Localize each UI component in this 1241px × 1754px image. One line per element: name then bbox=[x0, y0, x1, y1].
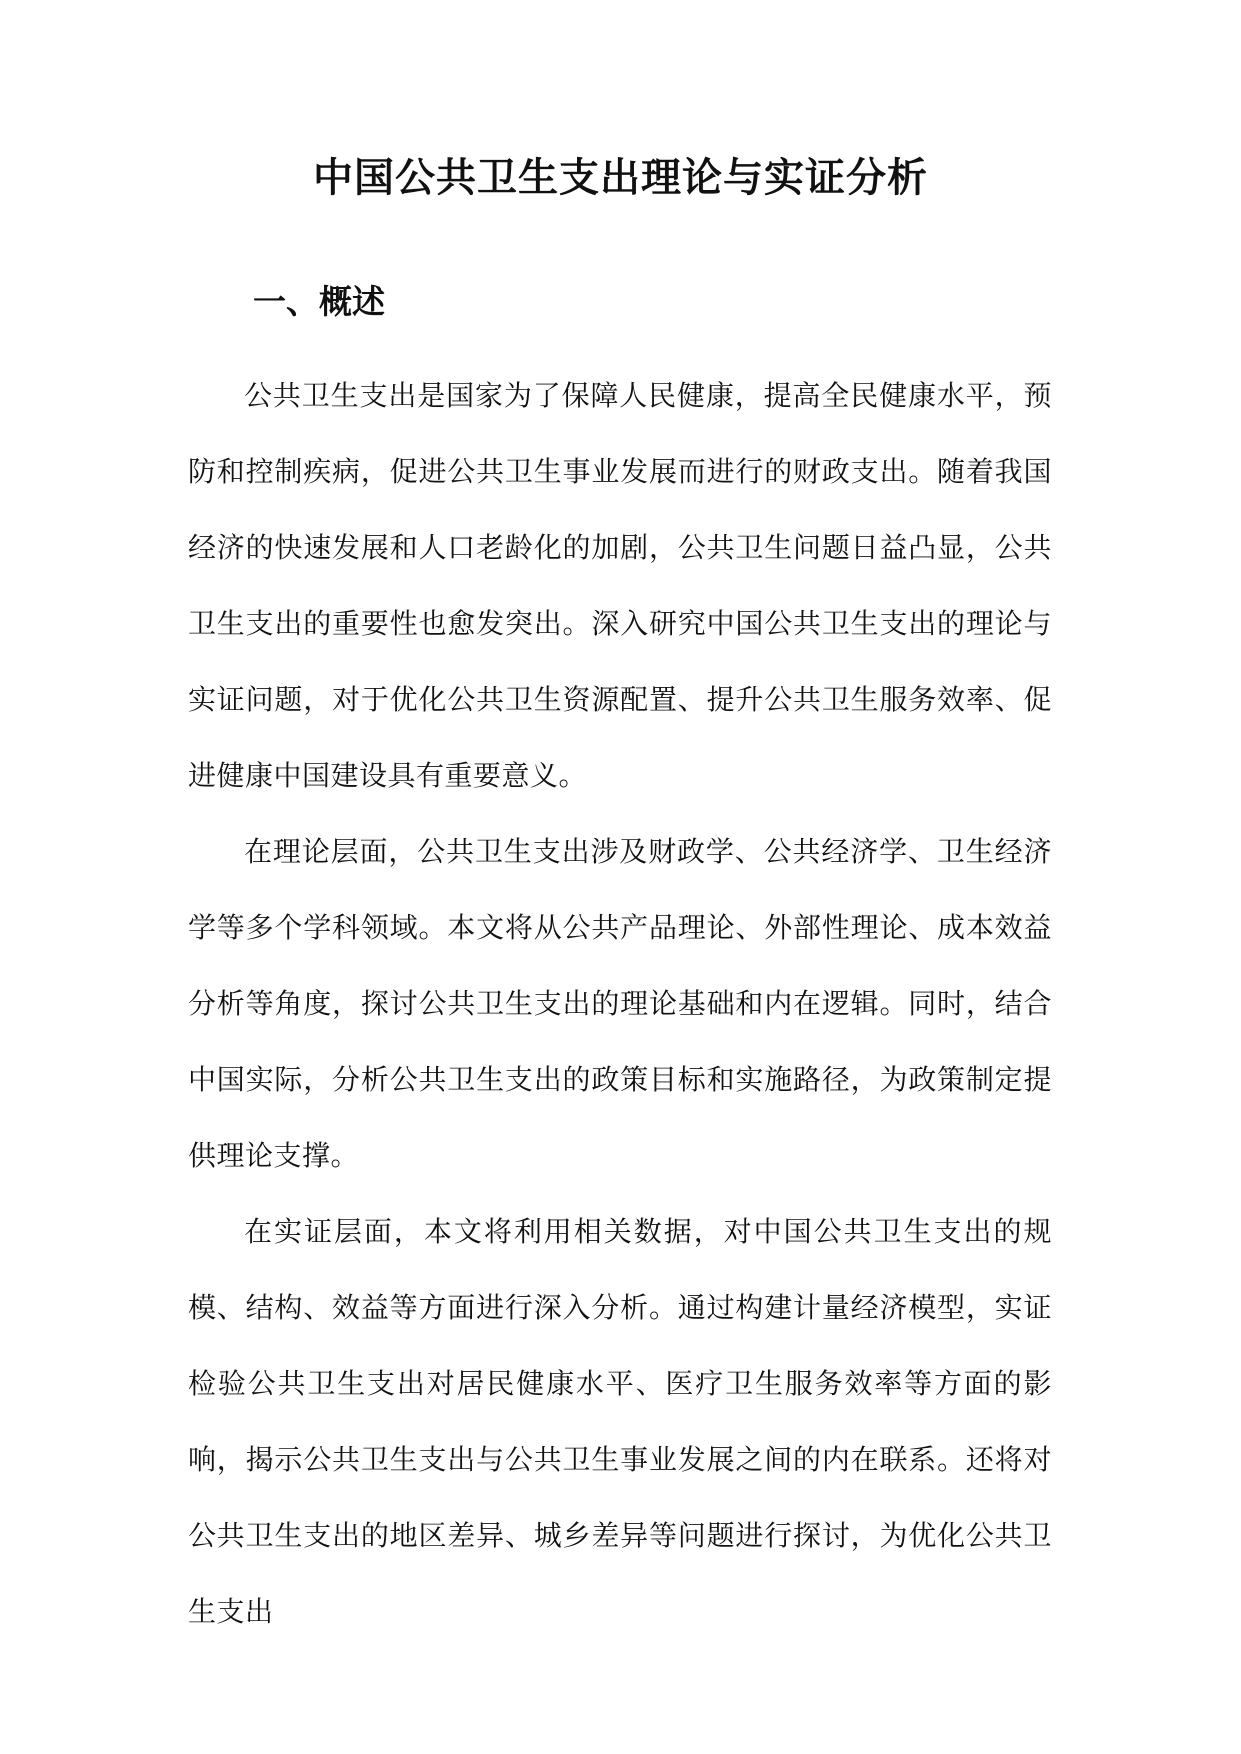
document-title: 中国公共卫生支出理论与实证分析 bbox=[313, 155, 928, 201]
paragraph-2: 在理论层面，公共卫生支出涉及财政学、公共经济学、卫生经济学等多个学科领域。本文将从公共产品理论、外部性理论、成本效益分析等角度，探讨公共卫生支出的理论基础和内在逻辑。同时，结合中国实际，分析公共卫生支出的政策目标和实施路径，为政策制定提供理论支撑。 bbox=[188, 835, 1052, 1172]
paragraph-3: 在实证层面，本文将利用相关数据，对中国公共卫生支出的规模、结构、效益等方面进行深入分析。通过构建计量经济模型，实证检验公共卫生支出对居民健康水平、医疗卫生服务效率等方面的影响，揭示公共卫生支出与公共卫生事业发展之间的内在联系。还将对公共卫生支出的地区差异、城乡差异等问题进行探讨，为优化公共卫生支出 bbox=[188, 1215, 1052, 1628]
document-body bbox=[188, 358, 1052, 1650]
paragraph-1: 公共卫生支出是国家为了保障人民健康，提高全民健康水平，预防和控制疾病，促进公共卫生事业发展而进行的财政支出。随着我国经济的快速发展和人口老龄化的加剧，公共卫生问题日益凸显，公共卫生支出的重要性也愈发突出。深入研究中国公共卫生支出的理论与实证问题，对于优化公共卫生资源配置、提升公共卫生服务效率、促进健康中国建设具有重要意义。 bbox=[188, 379, 1052, 792]
section-heading: 一、概述 bbox=[253, 282, 385, 321]
